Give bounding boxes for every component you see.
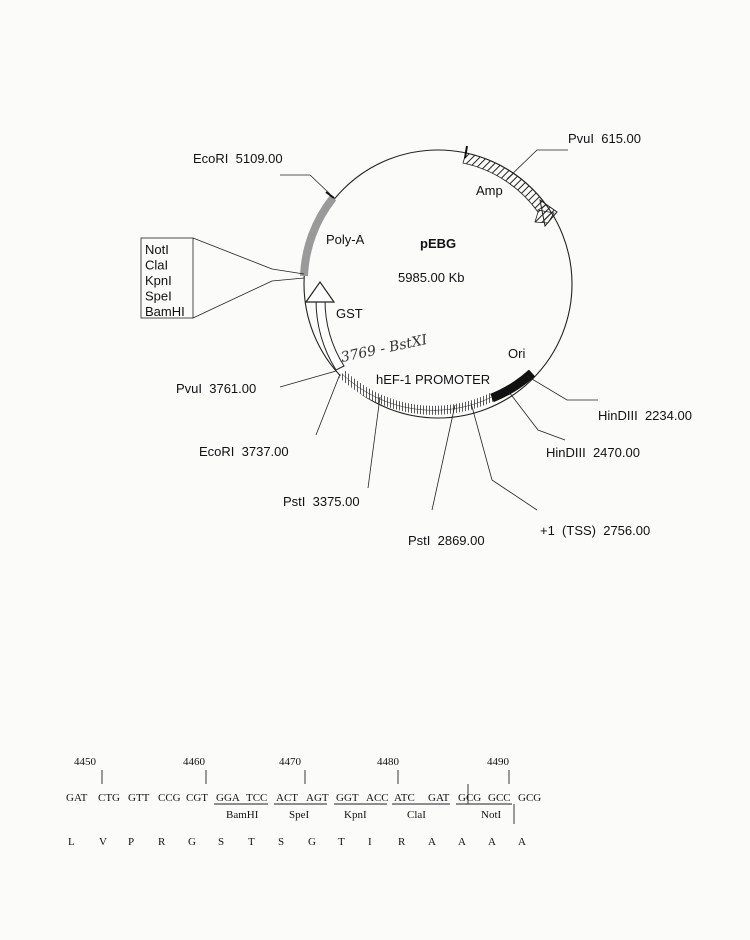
site-psti-3375: PstI 3375.00 <box>283 494 360 509</box>
sequence-position: 4470 <box>279 756 301 768</box>
site-hindiii-2470: HinDIII 2470.00 <box>546 445 640 460</box>
codon: CTG <box>98 792 120 804</box>
codon: GAT <box>66 792 88 804</box>
enzyme-site-label: BamHI <box>226 809 259 821</box>
plasmid-size: 5985.00 Kb <box>398 270 465 285</box>
codon: ACC <box>366 792 389 804</box>
amino-acid: A <box>488 836 496 848</box>
enzyme-site-label: KpnI <box>344 809 367 821</box>
amino-acid: P <box>128 836 135 848</box>
codon: CGT <box>186 792 208 804</box>
sequence-position: 4490 <box>487 756 509 768</box>
enzyme-site-label: SpeI <box>289 809 310 821</box>
codon: GTT <box>128 792 150 804</box>
amino-acid: T <box>338 836 345 848</box>
sequence-position: 4460 <box>183 756 205 768</box>
site-ecori-5109: EcoRI 5109.00 <box>193 151 283 166</box>
codon: GGT <box>336 792 359 804</box>
codon: GCG <box>518 792 542 804</box>
codon: ACT <box>276 792 298 804</box>
enzyme-site-label: NotI <box>481 809 502 821</box>
amino-acid: A <box>518 836 526 848</box>
codon: GCC <box>488 792 511 804</box>
amino-acid: A <box>428 836 436 848</box>
amino-acid: L <box>68 836 75 848</box>
codon: GCG <box>458 792 482 804</box>
codon: GAT <box>428 792 450 804</box>
amino-acid: V <box>99 836 107 848</box>
mcs-enzyme: BamHI <box>145 304 185 319</box>
sequence-panel <box>66 756 541 848</box>
sequence-position: 4480 <box>377 756 399 768</box>
plasmid-name: pEBG <box>420 236 457 251</box>
amino-acid: G <box>188 836 196 848</box>
site-tss-2756: +1 (TSS) 2756.00 <box>540 523 651 538</box>
amino-acid: I <box>368 836 372 848</box>
site-hindiii-2234: HinDIII 2234.00 <box>598 408 692 423</box>
mcs-enzyme-list <box>145 242 185 319</box>
feature-label-amp: Amp <box>476 183 503 198</box>
feature-label-ori: Ori <box>508 346 526 361</box>
amino-acid: R <box>158 836 166 848</box>
feature-label-poly-a: Poly-A <box>326 232 365 247</box>
mcs-enzyme: SpeI <box>145 288 172 304</box>
amino-acid: T <box>248 836 255 848</box>
amino-acid: R <box>398 836 406 848</box>
mcs-enzyme: KpnI <box>145 273 172 288</box>
codon: ATC <box>394 792 415 804</box>
amino-acid: S <box>218 836 225 848</box>
handwritten-note: 3769 - BstXI <box>339 331 429 366</box>
codon: GGA <box>216 792 240 804</box>
site-ecori-3737: EcoRI 3737.00 <box>199 444 289 459</box>
amino-acid: S <box>278 836 285 848</box>
enzyme-site-label: ClaI <box>407 809 426 821</box>
feature-label-promoter: hEF-1 PROMOTER <box>376 372 491 387</box>
amino-acid: A <box>458 836 466 848</box>
sequence-position: 4450 <box>74 756 96 768</box>
amino-acid: G <box>308 836 316 848</box>
site-pvui-3761: PvuI 3761.00 <box>176 381 257 396</box>
codon: AGT <box>306 792 329 804</box>
mcs-enzyme: ClaI <box>145 257 169 273</box>
codon: CCG <box>158 792 181 804</box>
site-pvui-615: PvuI 615.00 <box>568 131 641 146</box>
feature-label-gst: GST <box>336 306 363 321</box>
gst-arrowhead <box>306 282 334 302</box>
site-psti-2869: PstI 2869.00 <box>408 533 485 548</box>
mcs-enzyme: NotI <box>145 242 169 257</box>
codon: TCC <box>246 792 268 804</box>
